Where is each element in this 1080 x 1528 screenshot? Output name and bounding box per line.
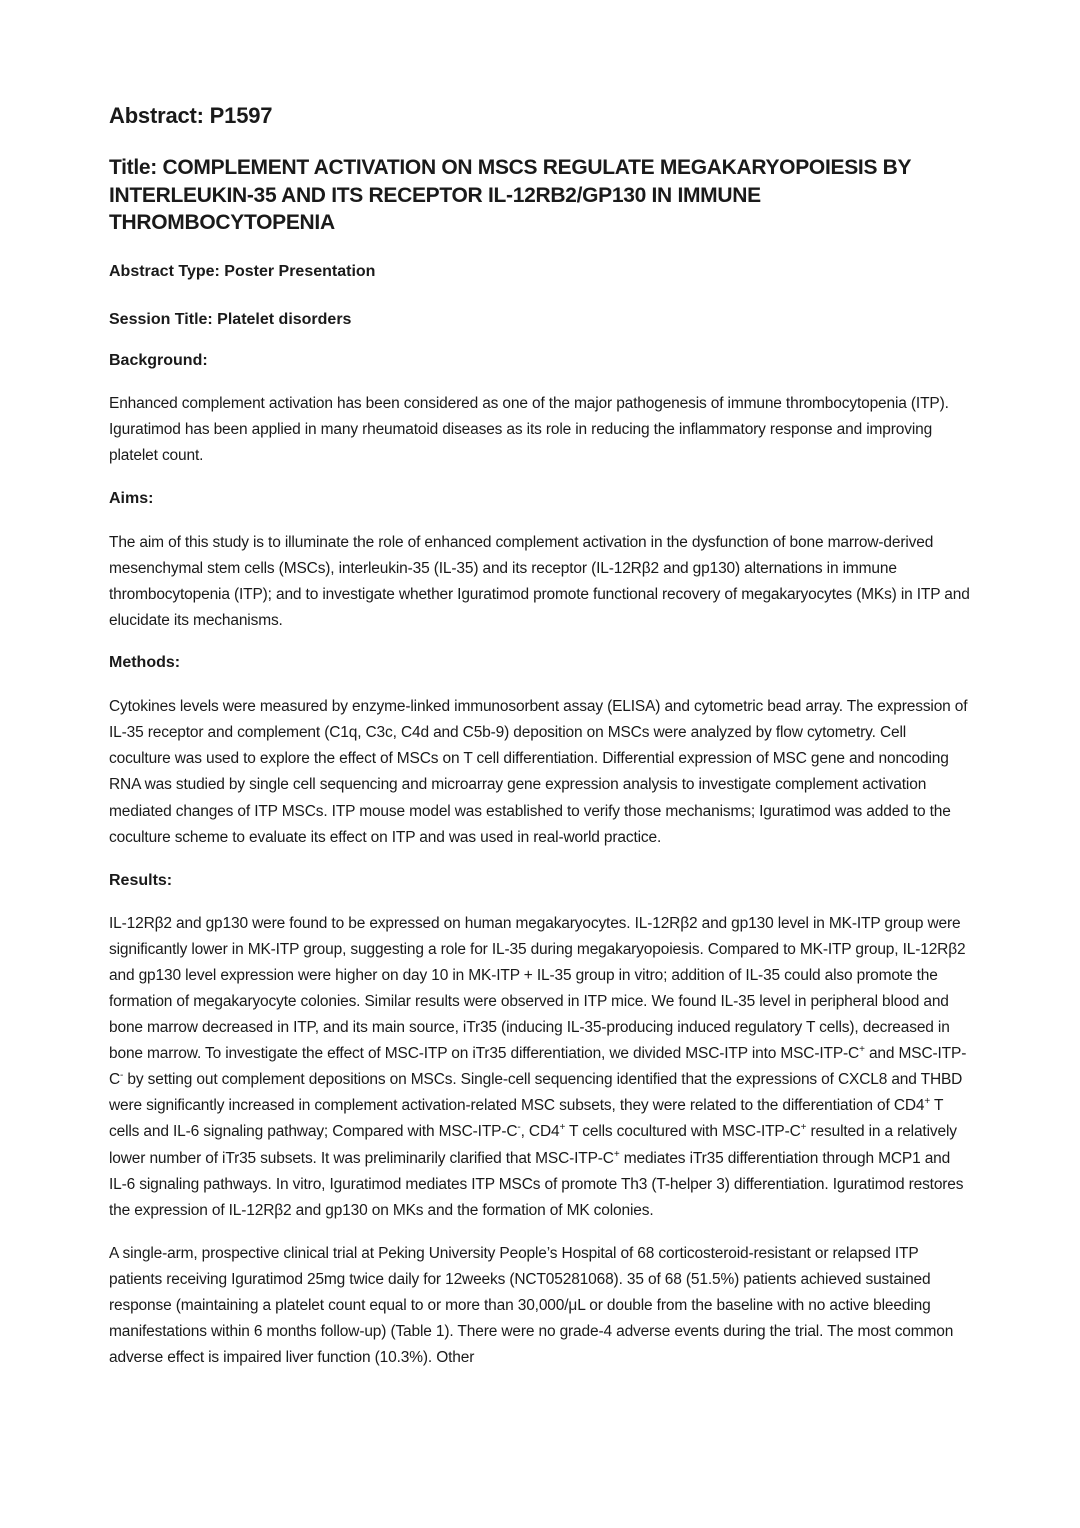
results-paragraph-2: A single-arm, prospective clinical trial at Peking University People’s Hospital of 68 corticosteroid-resistant or relapsed ITP patients receiving Iguratimod 25mg twice daily for 12weeks (NCT05281068). 35 of 68 (51.5%) patients achieved sustained response (maintaining a platelet count equal to or more than 30,000/μL or double from the baseline with no active bleeding manifestations within 6 months follow-up) (Table 1). There were no grade-4 adverse events during the trial. The most common adverse effect is impaired liver function (10.3%). Other <box>109 1244 954 1367</box>
results-body <box>109 911 971 1372</box>
methods-heading: Methods: <box>109 654 181 672</box>
abstract-title: Title: COMPLEMENT ACTIVATION ON MSCS REGULATE MEGAKARYOPOIESIS BY INTERLEUKIN-35 AND ITS RECEPTOR IL-12RB2/GP130 IN IMMUNE THROMBOCYTOPENIA <box>109 156 911 234</box>
abstract-page <box>109 100 971 1371</box>
results-paragraph-1: IL-12Rβ2 and gp130 were found to be expressed on human megakaryocytes. IL-12Rβ2 and gp130 level in MK-ITP group were significantly lower in MK-ITP group, suggesting a role for IL-35 during megakaryopoiesis. Compared to MK-ITP group, IL-12Rβ2 and gp130 level expression were higher on day 10 in MK-ITP + IL-35 group in vitro; addition of IL-35 could also promote the formation of megakaryocyte colonies. Similar results were observed in ITP mice. We found IL-35 level in peripheral blood and bone marrow decreased in ITP, and its main source, iTr35 (inducing IL-35-producing induced regulatory T cells), decreased in bone marrow. To investigate the effect of MSC-ITP on iTr35 differentiation, we divided MSC-ITP into MSC-ITP-C+ and MSC-ITP-C- by setting out complement depositions on MSCs. Single-cell sequencing identified that the expressions of CXCL8 and THBD were significantly increased in complement activation-related MSC subsets, they were related to the differentiation of CD4+ T cells and IL-6 signaling pathway; Compared with MSC-ITP-C-, CD4+ T cells cocultured with MSC-ITP-C+ resulted in a relatively lower number of iTr35 subsets. It was preliminarily clarified that MSC-ITP-C+ mediates iTr35 differentiation through MCP1 and IL-6 signaling pathways. In vitro, Iguratimod mediates ITP MSCs of promote Th3 (T-helper 3) differentiation. Iguratimod restores the expression of IL-12Rβ2 and gp130 on MKs and the formation of MK colonies. <box>109 914 967 1219</box>
background-heading: Background: <box>109 351 208 369</box>
results-heading: Results: <box>109 871 173 889</box>
background-body: Enhanced complement activation has been considered as one of the major pathogenesis of immune thrombocytopenia (ITP). Iguratimod has been applied in many rheumatoid diseases as its role in reducing the inflammatory response and improving platelet count. <box>109 394 949 464</box>
aims-heading: Aims: <box>109 489 154 507</box>
methods-body: Cytokines levels were measured by enzyme-linked immunosorbent assay (ELISA) and cytometric bead array. The expression of IL-35 receptor and complement (C1q, C3c, C4d and C5b-9) deposition on MSCs were analyzed by flow cytometry. Cell coculture was used to explore the effect of MSCs on T cell differentiation. Differential expression of MSC gene and noncoding RNA was studied by single cell sequencing and microarray gene expression analysis to investigate complement activation mediated changes of ITP MSCs. ITP mouse model was established to verify those mechanisms; Iguratimod was added to the coculture scheme to evaluate its effect on ITP and was used in real-world practice. <box>109 698 968 846</box>
abstract-id: Abstract: P1597 <box>109 103 273 128</box>
abstract-type: Abstract Type: Poster Presentation <box>109 262 376 280</box>
session-title: Session Title: Platelet disorders <box>109 310 352 328</box>
aims-body: The aim of this study is to illuminate the role of enhanced complement activation in the dysfunction of bone marrow-derived mesenchymal stem cells (MSCs), interleukin-35 (IL-35) and its receptor (IL-12Rβ2 and gp130) alternations in immune thrombocytopenia (ITP); and to investigate whether Iguratimod promote functional recovery of megakaryocytes (MKs) in ITP and elucidate its mechanisms. <box>109 533 970 630</box>
